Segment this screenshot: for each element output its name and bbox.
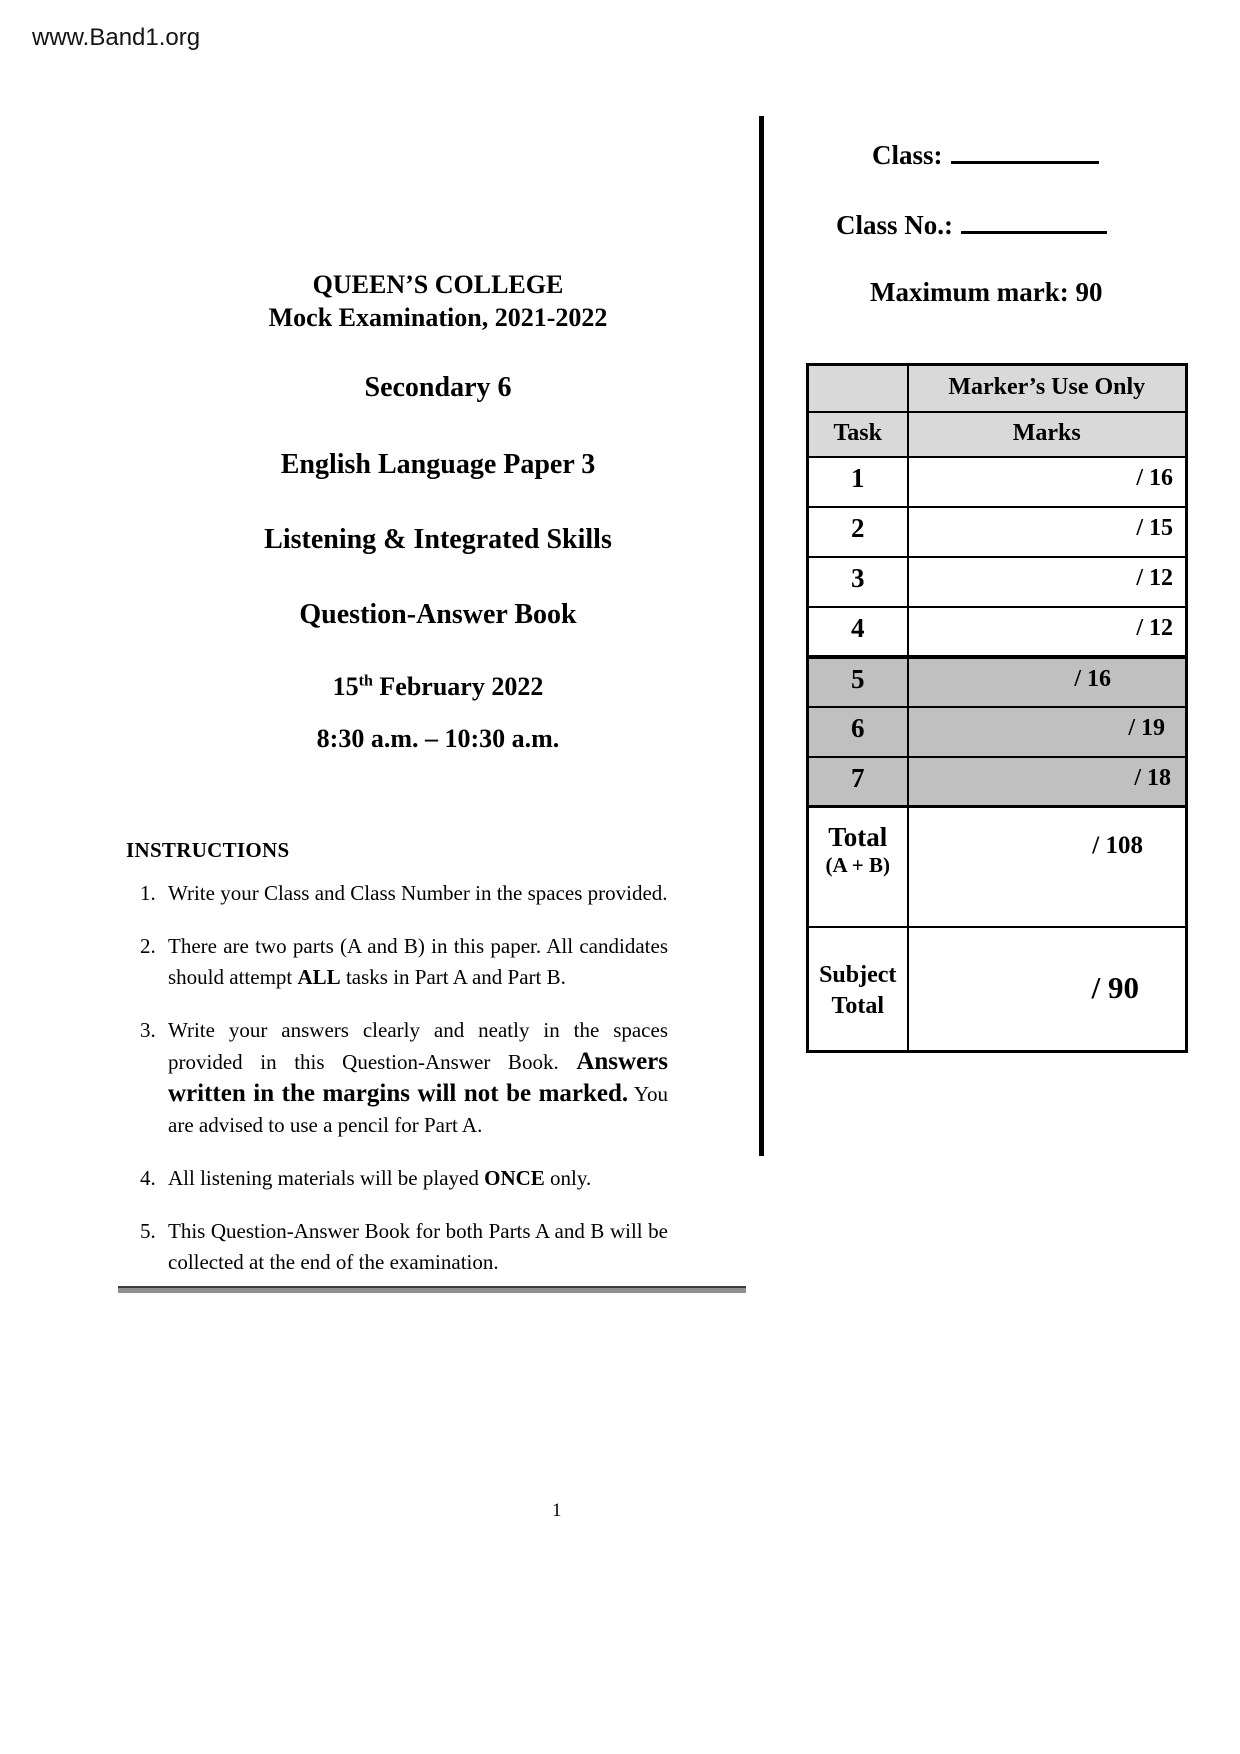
markers-table — [806, 363, 1188, 1053]
class-label: Class: — [872, 140, 943, 170]
subject-total-marks-cell: / 90 — [908, 927, 1187, 1052]
vertical-divider — [759, 116, 764, 1156]
table-row-task-7 — [808, 757, 1187, 807]
table-corner-cell — [808, 365, 908, 412]
table-row-subject-total — [808, 927, 1187, 1052]
table-row-task-6 — [808, 707, 1187, 757]
instruction-number: 3. — [140, 1018, 156, 1042]
table-row-task-2 — [808, 507, 1187, 557]
instruction-text-bold-large: Answers written in the margins will not be marked. — [168, 1048, 668, 1107]
instruction-number: 4. — [140, 1166, 156, 1190]
marks-header-cell: Marks — [908, 412, 1187, 457]
total-label-cell — [808, 807, 908, 927]
instruction-item-4 — [140, 1163, 668, 1194]
instruction-text — [168, 931, 668, 993]
instruction-item-3 — [140, 1015, 668, 1141]
table-header-row — [808, 365, 1187, 412]
instruction-text-plain: This Question-Answer Book for both Parts A and B will be collected at the end of the examination. — [168, 1219, 668, 1274]
instructions-heading: INSTRUCTIONS — [126, 838, 290, 862]
table-row-task-4 — [808, 607, 1187, 657]
instruction-text-before: Write your answers clearly and neatly in the spaces provided in this Question-Answer Book. — [168, 1018, 668, 1074]
marks-cell: / 12 — [908, 557, 1187, 607]
exam-time: 8:30 a.m. – 10:30 a.m. — [316, 724, 560, 753]
table-row-total — [808, 807, 1187, 927]
instruction-text-bold: ALL — [297, 965, 341, 989]
instruction-text-before: There are two parts (A and B) in this paper. All candidates should attempt — [168, 934, 668, 989]
class-no-label: Class No.: — [836, 210, 954, 240]
instruction-text-before: All listening materials will be played — [168, 1166, 485, 1190]
marks-cell: / 15 — [908, 507, 1187, 557]
instruction-number: 1. — [140, 881, 156, 905]
instruction-number: 5. — [140, 1219, 156, 1243]
instruction-text-bold: ONCE — [484, 1166, 545, 1190]
exam-title: Mock Examination, 2021-2022 — [268, 303, 608, 332]
skills-title: Listening & Integrated Skills — [264, 524, 612, 555]
instructions-list — [140, 878, 668, 1278]
table-row-task-5 — [808, 657, 1187, 707]
instruction-text-plain: Write your Class and Class Number in the spaces provided. — [168, 881, 668, 905]
level-title: Secondary 6 — [364, 372, 512, 403]
total-marks-cell: / 108 — [908, 807, 1187, 927]
total-label: Total — [828, 822, 888, 852]
page-number: 1 — [552, 1500, 562, 1521]
instruction-item-2 — [140, 931, 668, 993]
task-cell: 2 — [808, 507, 908, 557]
subject-total-label-line1: Subject — [819, 961, 897, 988]
task-cell: 4 — [808, 607, 908, 657]
site-url-text: www.Band1.org — [32, 24, 201, 51]
book-title: Question-Answer Book — [299, 599, 577, 630]
marks-cell: / 12 — [908, 607, 1187, 657]
marks-cell: / 16 — [908, 457, 1187, 507]
paper-title: English Language Paper 3 — [280, 449, 596, 480]
class-no-blank-line — [961, 210, 1107, 234]
bottom-divider-rule — [118, 1286, 746, 1293]
instruction-text — [168, 1216, 668, 1278]
instruction-text — [168, 1015, 668, 1141]
task-cell: 1 — [808, 457, 908, 507]
exam-date — [140, 672, 736, 702]
instruction-text-after: You are advised to use a pencil for Part A. — [168, 1082, 668, 1137]
class-blank-line — [951, 140, 1099, 164]
marks-cell: / 18 — [908, 757, 1187, 807]
class-field — [872, 140, 1099, 171]
subject-total-label-line2: Total — [831, 992, 884, 1019]
instruction-item-1 — [140, 878, 668, 909]
maximum-mark-label: Maximum mark: 90 — [870, 277, 1103, 307]
school-name: QUEEN’S COLLEGE — [312, 270, 564, 299]
task-cell: 6 — [808, 707, 908, 757]
exam-date-day: 15 — [332, 672, 359, 701]
instruction-text — [168, 1163, 668, 1194]
total-sublabel: (A + B) — [825, 853, 890, 877]
task-header-cell: Task — [808, 412, 908, 457]
instruction-item-5 — [140, 1216, 668, 1278]
table-subheader-row — [808, 412, 1187, 457]
exam-date-rest: February 2022 — [372, 672, 544, 701]
markers-use-only-header: Marker’s Use Only — [908, 365, 1187, 412]
subject-total-label-cell — [808, 927, 908, 1052]
instruction-text-after: tasks in Part A and Part B. — [340, 965, 566, 989]
task-cell: 5 — [808, 657, 908, 707]
table-row-task-3 — [808, 557, 1187, 607]
marks-cell: / 19 — [908, 707, 1187, 757]
marks-cell: / 16 — [908, 657, 1187, 707]
class-no-field — [836, 210, 1107, 241]
exam-date-ordinal: th — [358, 672, 373, 690]
task-cell: 3 — [808, 557, 908, 607]
instruction-number: 2. — [140, 934, 156, 958]
instruction-text — [168, 878, 668, 909]
instruction-text-after: only. — [544, 1166, 592, 1190]
table-row-task-1 — [808, 457, 1187, 507]
task-cell: 7 — [808, 757, 908, 807]
